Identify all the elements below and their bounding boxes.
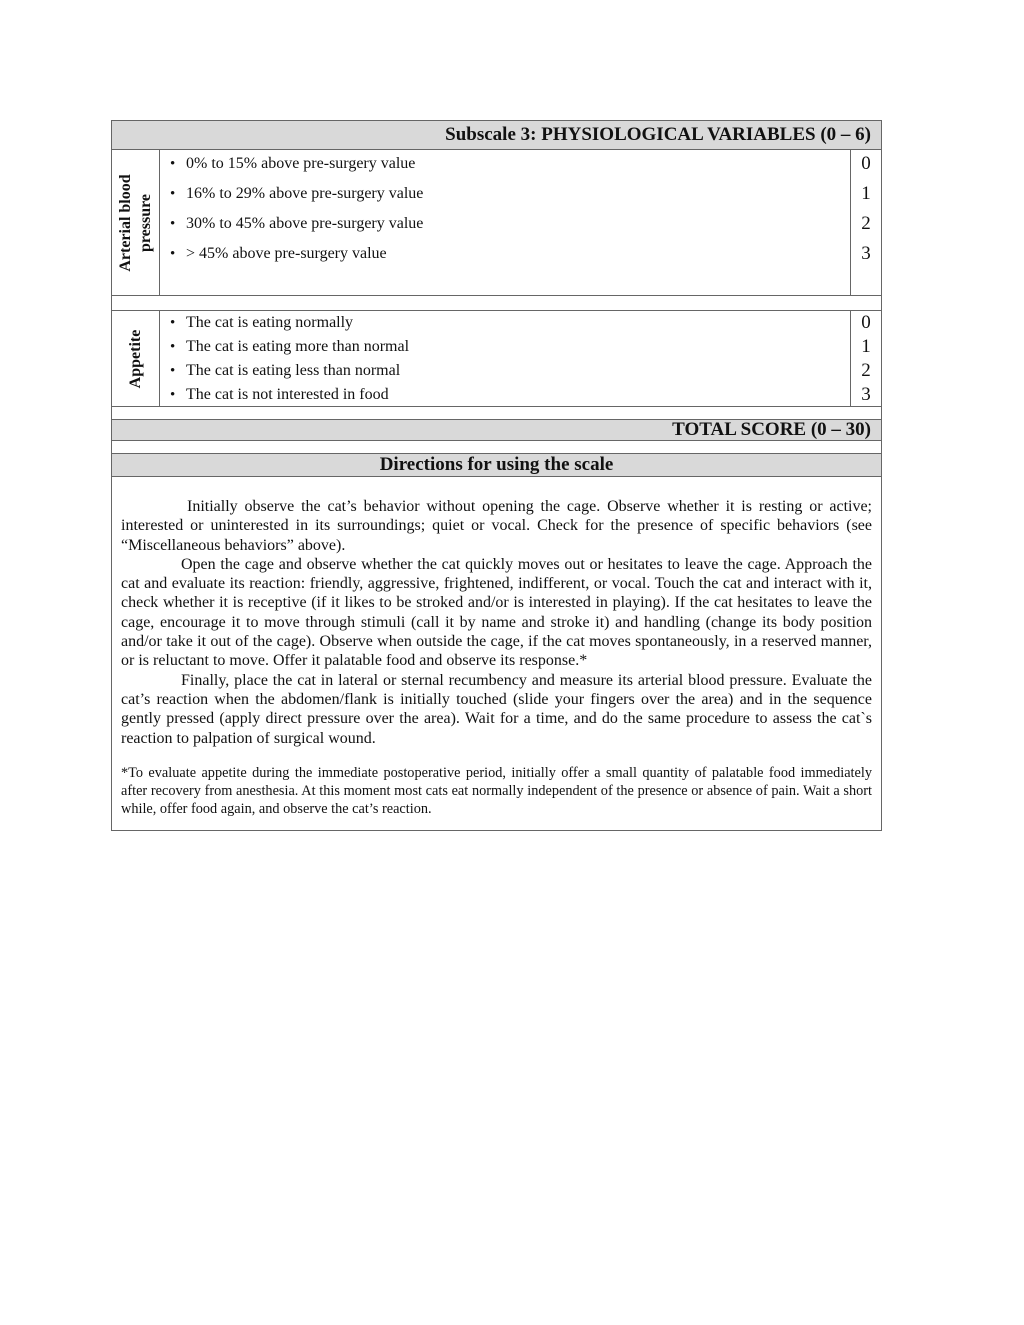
appetite-side-cell <box>112 311 160 406</box>
score-value: 1 <box>861 336 871 357</box>
blood-pressure-scores <box>850 150 881 295</box>
score-value: 2 <box>861 360 871 381</box>
list-item: • 30% to 45% above pre-surgery value <box>186 213 850 243</box>
appetite-label: Appetite <box>126 329 144 388</box>
list-item: • > 45% above pre-surgery value <box>186 243 850 273</box>
blood-pressure-items <box>160 150 850 295</box>
list-item: • The cat is eating more than normal <box>186 336 850 360</box>
appetite-section <box>111 310 882 407</box>
score-value: 3 <box>861 243 871 264</box>
subscale-title: Subscale 3: PHYSIOLOGICAL VARIABLES (0 – 6) <box>111 120 882 150</box>
directions-paragraph: Finally, place the cat in lateral or sternal recumbency and measure its arterial blood pressure. Evaluate the cat’s reaction when the abdomen/flank is initially touched (slide your fingers over the area) and in the sequence gently pressed (apply direct pressure over the area). Wait for a time, and do the same procedure to assess the cat`s reaction to palpation of surgical wound. <box>121 671 872 747</box>
score-value: 0 <box>861 153 871 174</box>
score-value: 1 <box>861 183 871 204</box>
score-value: 3 <box>861 384 871 405</box>
score-value: 0 <box>861 312 871 333</box>
footnote: *To evaluate appetite during the immediate postoperative period, initially offer a small quantity of palatable food immediately after recovery from anesthesia. At this moment most cats eat normally independent of the presence or absence of pain. Wait a short while, offer food again, and observe the cat’s reaction. <box>121 764 872 817</box>
section-spacer <box>111 296 882 310</box>
pain-scale-document <box>111 120 882 831</box>
blood-pressure-section <box>111 150 882 296</box>
total-score-bar: TOTAL SCORE (0 – 30) <box>111 419 882 441</box>
list-item: • The cat is eating normally <box>186 312 850 336</box>
list-item: • The cat is eating less than normal <box>186 360 850 384</box>
appetite-items <box>160 311 850 406</box>
directions-paragraph: Initially observe the cat’s behavior without opening the cage. Observe whether it is resting or active; interested or uninterested in its surroundings; quiet or vocal. Check for the presence of specific behaviors (see “Miscellaneous behaviors” above). <box>121 498 872 554</box>
list-item: • The cat is not interested in food <box>186 384 850 408</box>
blood-pressure-side-cell <box>112 150 160 295</box>
list-item: • 0% to 15% above pre-surgery value <box>186 153 850 183</box>
directions-paragraph: Open the cage and observe whether the cat quickly moves out or hesitates to leave the cage. Approach the cat and evaluate its reaction: friendly, aggressive, frightened, indifferent, or vocal. Touch the cat and interact with it, check whether it is receptive (if it likes to be stroked and/or is interested in playing). If the cat hesitates to leave the cage, encourage it to move through stimuli (call it by name and stroke it) and handling (change its body position and/or take it out of the cage). Observe when outside the cage, if the cat moves spontaneously, in a reserved manner, or is reluctant to move. Offer it palatable food and observe its response.* <box>121 555 872 670</box>
score-value: 2 <box>861 213 871 234</box>
directions-title: Directions for using the scale <box>111 453 882 477</box>
list-item: • 16% to 29% above pre-surgery value <box>186 183 850 213</box>
section-spacer <box>111 407 882 419</box>
section-spacer <box>111 441 882 453</box>
directions-body <box>111 477 882 831</box>
appetite-scores <box>850 311 881 406</box>
blood-pressure-label: Arterial blood pressure <box>116 173 154 272</box>
